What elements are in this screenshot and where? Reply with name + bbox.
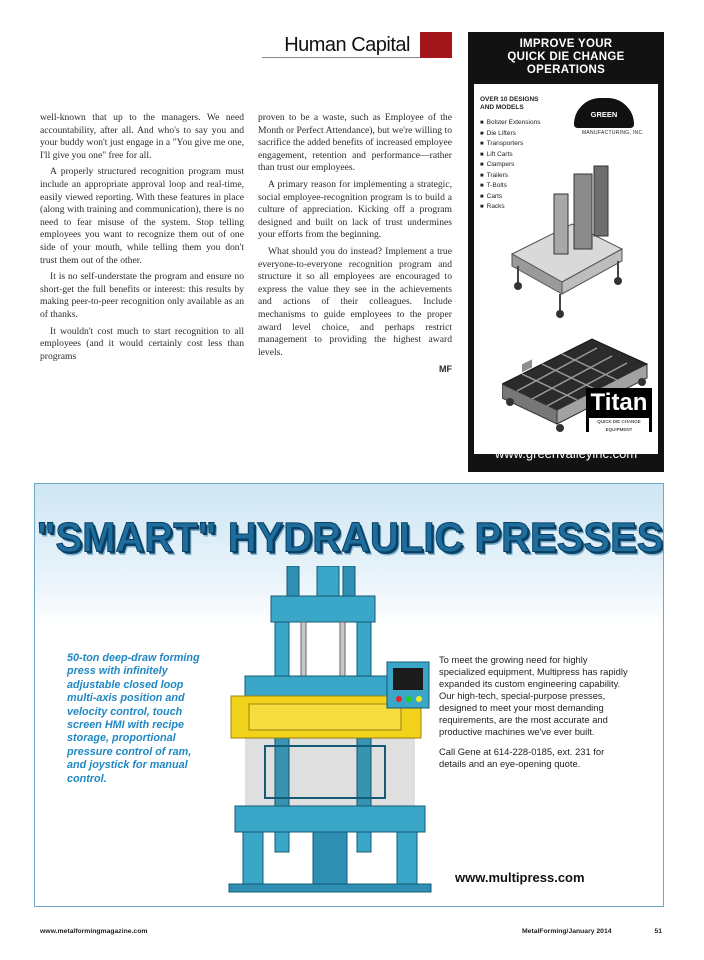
gv-product-item: ■ Carts: [480, 192, 540, 203]
green-valley-logo: [570, 98, 656, 149]
footer-website-link[interactable]: www.metalformingmagazine.com: [40, 928, 148, 935]
gv-product-item: ■ T-Bolts: [480, 181, 540, 192]
gv-headline-line: OPERATIONS: [526, 64, 606, 76]
gv-headline-line: IMPROVE YOUR: [519, 38, 613, 50]
gv-product-item: ■ Bolster Extensions: [480, 118, 540, 129]
hydraulic-press-illustration: [225, 566, 435, 896]
gv-product-item: ■ Trailers: [480, 171, 540, 182]
titan-logo-subtitle: QUICK DIE CHANGE EQUIPMENT: [589, 418, 649, 434]
article-paragraph: What should you do instead? Implement a true everyone-to-everyone recognition program and structure it so all employees are encouraged to express the value they see in the achievements and actions of their colleagues. Include mechanisms to guide employees to the proper award level choice, and perhaps restrict management to providing the highest award levels.: [258, 245, 452, 358]
titan-logo-word: Titan: [590, 389, 648, 416]
mp-ad-body: [439, 654, 633, 778]
mp-ad-paragraph: Call Gene at 614-228-0185, ext. 231 for details and an eye-opening quote.: [439, 746, 605, 769]
section-title: Human Capital: [284, 34, 410, 56]
article-paragraph: proven to be a waste, such as Employee of the Month or Perfect Attendance), but we're willing to sacrifice the added benefits of increased employee engagement, retention and performance—rather than trust our employees.: [258, 112, 452, 174]
gv-ad-url-link[interactable]: www.greenvalleyinc.com: [494, 446, 638, 461]
section-accent-block: [420, 32, 452, 58]
gv-product-item: ■ Racks: [480, 202, 540, 213]
mp-press-caption: 50-ton deep-draw forming press with infinitely adjustable closed loop multi-axis position and velocity control, touch screen HMI with recipe storage, proportional pressure control of ram, and joystick for manual control.: [67, 652, 200, 785]
gv-ad-headline: [468, 38, 664, 77]
article-end-mark: MF: [439, 364, 452, 375]
gv-product-item: ■ Lift Carts: [480, 150, 540, 161]
gv-product-item: ■ Transporters: [480, 139, 540, 150]
green-valley-ad[interactable]: [468, 32, 664, 472]
article-paragraph: It wouldn't cost much to start recognition to all employees (and it would certainly cost less than programs: [40, 325, 244, 362]
mp-ad-paragraph: To meet the growing need for highly specialized equipment, Multipress has rapidly expanded its custom engineering capability. Our high-tech, special-purpose presses, designed to meet your most demanding requirements, are the most accurate and productive machines we've ever built.: [439, 654, 628, 737]
article-paragraph: It is no self-understate the program and ensure no short-get the full benefits or interest: this results by making peer-to-peer recognition only available as an of thanks.: [40, 271, 244, 320]
article-column-left: [40, 112, 244, 367]
gv-ad-panel: [474, 84, 658, 454]
multipress-ad[interactable]: [34, 483, 664, 907]
gv-logo-subtitle: MANUFACTURING, INC.: [581, 130, 645, 136]
mp-ad-headline: "SMART" HYDRAULIC PRESSES: [36, 514, 664, 562]
mp-ad-url-link[interactable]: www.multipress.com: [455, 870, 585, 885]
gv-product-item: ■ Clampers: [480, 160, 540, 171]
article-paragraph: well-known that up to the managers. We need accountability, after all. And who's to say you and your buddy won't just engage in a "You give me one, I'll give you one" free for all.: [40, 112, 244, 161]
titan-logo: [586, 388, 652, 432]
article-paragraph: A properly structured recognition program must include an appropriate approval loop and real-time, easily viewed reporting. With these features in place (along with training and communication), there is no need to fear misuse of the system. Stop telling employees you want to recognize them out of one side of your mouth, while telling them you don't trust them out of the other.: [40, 166, 244, 266]
footer-page-number: 51: [654, 928, 662, 935]
gv-list-title: OVER 10 DESIGNS AND MODELS: [480, 96, 539, 111]
article-column-right: [258, 112, 452, 376]
section-header: [262, 32, 452, 58]
page-footer: [40, 926, 668, 940]
gv-product-item: ■ Die Lifters: [480, 129, 540, 140]
article-paragraph: A primary reason for implementing a strategic, social employee-recognition program is to build a culture of appreciation. Kicking off a program designed and built on lack of trust undermines your efforts from the beginning.: [258, 178, 452, 241]
gv-headline-line: QUICK DIE CHANGE: [507, 51, 625, 63]
gv-logo-badge: GREEN VALLEY: [574, 98, 634, 128]
footer-issue-label: MetalForming/January 2014: [522, 928, 612, 935]
